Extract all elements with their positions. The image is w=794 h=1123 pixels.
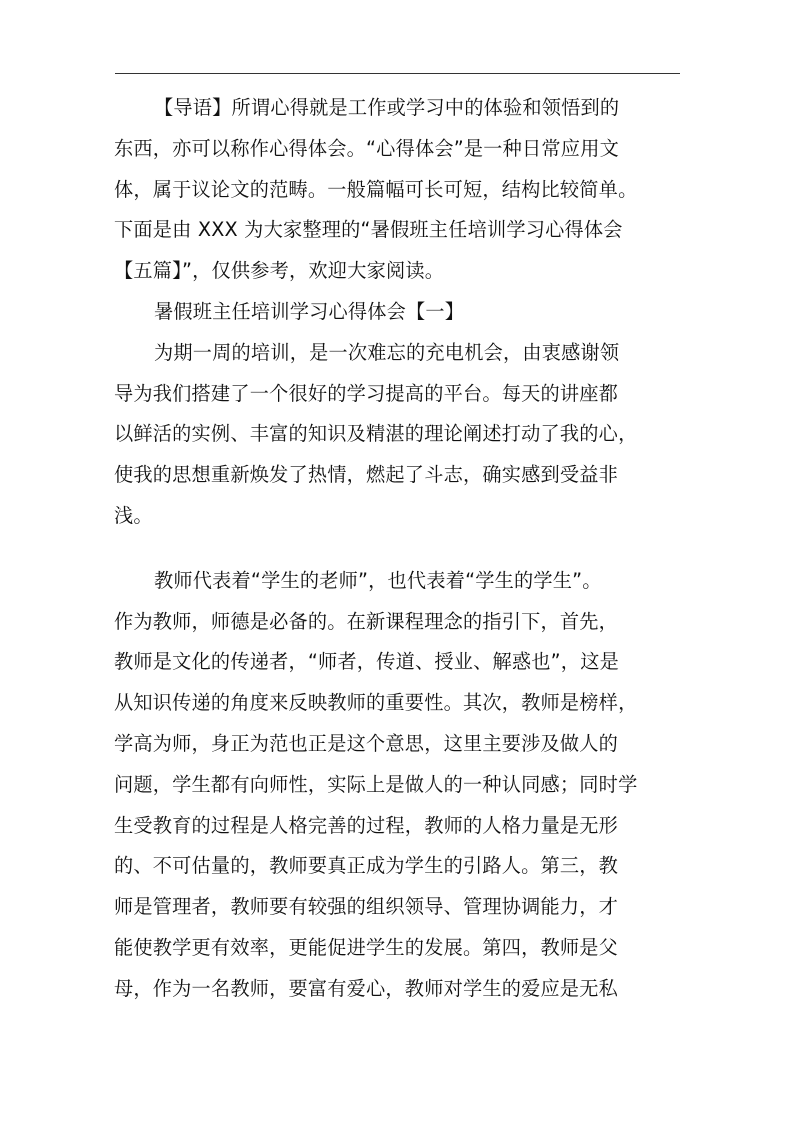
text-line: 下面是由 XXX 为大家整理的“暑假班主任培训学习心得体会 xyxy=(114,218,623,242)
header-rule xyxy=(115,73,680,74)
section-heading: 暑假班主任培训学习心得体会【一】 xyxy=(154,299,465,323)
text-line: 【五篇】”，仅供参考，欢迎大家阅读。 xyxy=(114,259,445,283)
text-line: 使我的思想重新焕发了热情，燃起了斗志，确实感到受益非 xyxy=(114,463,619,487)
paragraph-gap xyxy=(114,537,688,561)
text-line: 作为教师，师德是必备的。在新课程理念的指引下，首先， xyxy=(114,609,619,633)
text-line: 为期一周的培训，是一次难忘的充电机会，由衷感谢领 xyxy=(154,340,620,364)
text-line: 师是管理者，教师要有较强的组织领导、管理协调能力，才 xyxy=(114,895,619,919)
text-line: 教师代表着“学生的老师”，也代表着“学生的学生”。 xyxy=(154,568,602,592)
text-line: 能使教学更有效率，更能促进学生的发展。第四，教师是父 xyxy=(114,935,619,959)
text-line: 以鲜活的实例、丰富的知识及精湛的理论阐述打动了我的心， xyxy=(114,422,638,446)
text-line: 体，属于议论文的范畴。一般篇幅可长可短，结构比较简单。 xyxy=(114,177,638,201)
text-line: 浅。 xyxy=(114,503,153,527)
text-line: 从知识传递的角度来反映教师的重要性。其次，教师是榜样， xyxy=(114,691,638,715)
text-line: 母，作为一名教师，要富有爱心，教师对学生的爱应是无私 xyxy=(114,976,619,1000)
text-line: 教师是文化的传递者，“师者，传道、授业、解惑也”，这是 xyxy=(114,650,619,674)
text-line: 东西，亦可以称作心得体会。“心得体会”是一种日常应用文 xyxy=(114,136,619,160)
text-line: 的、不可估量的，教师要真正成为学生的引路人。第三，教 xyxy=(114,854,619,878)
text-line: 问题，学生都有向师性，实际上是做人的一种认同感；同时学 xyxy=(114,772,638,796)
document-body xyxy=(114,88,688,1010)
text-line: 【导语】所谓心得就是工作或学习中的体验和领悟到的 xyxy=(154,96,620,119)
text-line: 学高为师，身正为范也正是这个意思，这里主要涉及做人的 xyxy=(114,731,619,755)
text-line: 导为我们搭建了一个很好的学习提高的平台。每天的讲座都 xyxy=(114,381,619,405)
text-line: 生受教育的过程是人格完善的过程，教师的人格力量是无形 xyxy=(114,813,619,837)
